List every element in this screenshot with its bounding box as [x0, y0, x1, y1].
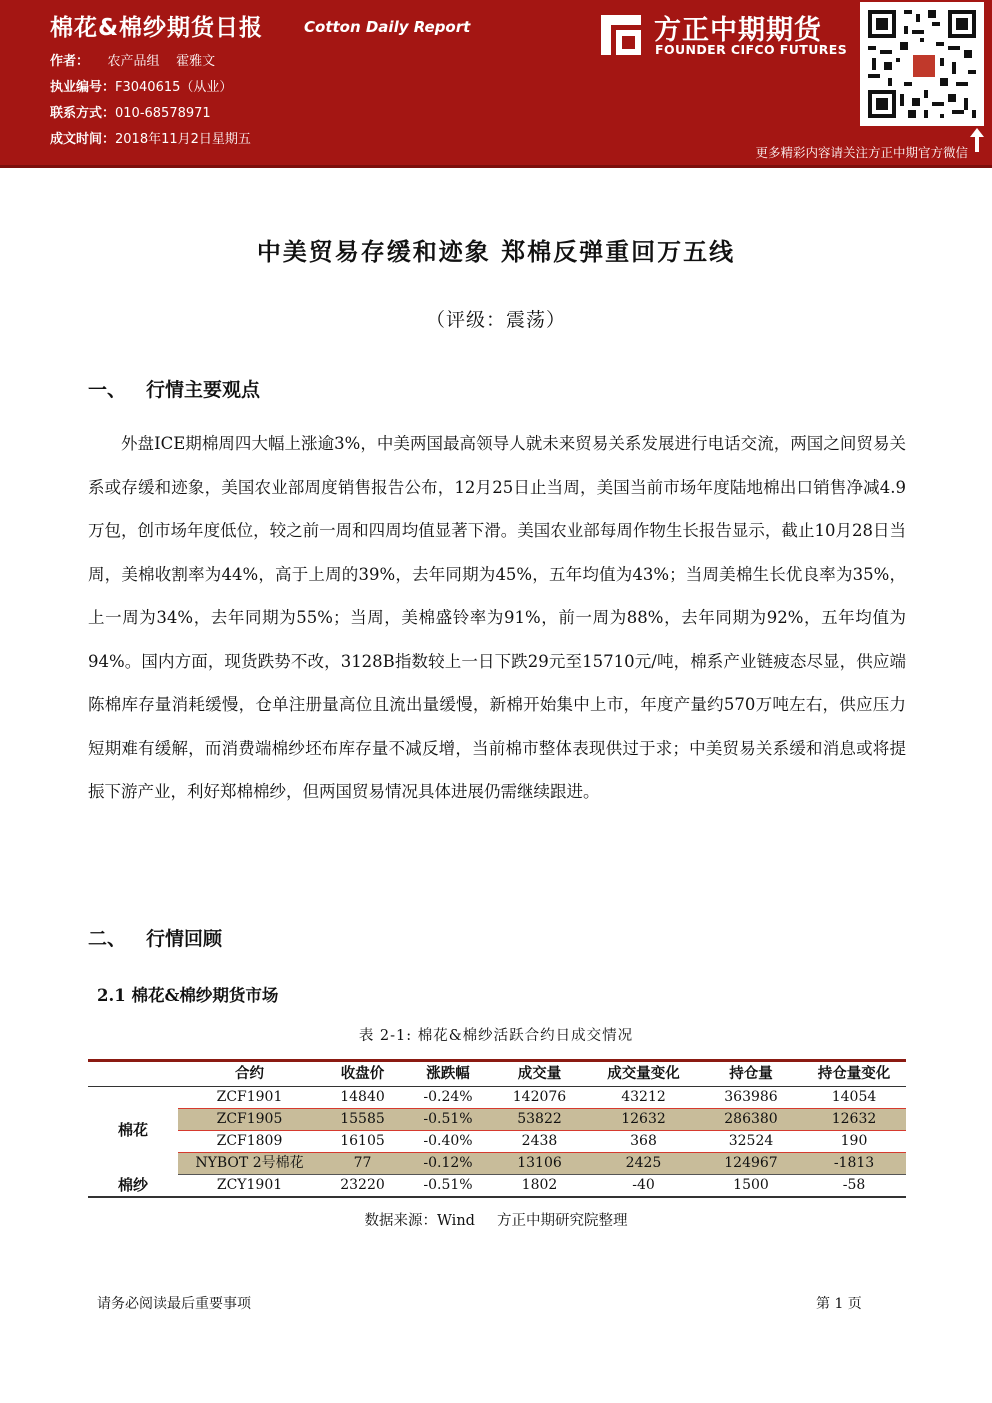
table-cell: ZCF1905	[178, 1109, 321, 1131]
table-cell: 363986	[700, 1087, 802, 1109]
data-source	[0, 1209, 992, 1230]
table-row	[88, 1175, 906, 1198]
logo-english-name: FOUNDER CIFCO FUTURES	[655, 42, 848, 57]
author-label: 作者：	[50, 54, 90, 69]
header-divider	[0, 165, 992, 168]
table-cell: ZCF1809	[178, 1131, 321, 1153]
table-row	[88, 1131, 906, 1153]
license-row	[50, 78, 232, 98]
header-cell: 持仓量	[700, 1061, 802, 1087]
futures-trading-table	[88, 1059, 906, 1198]
qr-center-logo-icon	[911, 53, 937, 79]
report-title: 棉花&棉纱期货日报	[50, 15, 264, 41]
section-heading-1	[88, 375, 260, 402]
rating: （评级：震荡）	[425, 309, 566, 331]
source-label: 数据来源：Wind	[364, 1213, 475, 1229]
table-cell: 14054	[802, 1087, 906, 1109]
company-logo	[598, 6, 853, 60]
table-row	[88, 1109, 906, 1131]
market-view-paragraph: 外盘ICE期棉周四大幅上涨逾3%，中美两国最高领导人就未来贸易关系发展进行电话交流，两国之间贸易关系或存缓和迹象，美国农业部周度销售报告公布，12月25日止当周，美国当前市场年度陆地棉出口销售净减4.9万包，创市场年度低位，较之前一周和四周均值显著下滑。美国农业部每周作物生长报告显示，截止10月28日当周，美棉收割率为44%，高于上周的39%，去年同期为45%，五年均值为43%；当周美棉生长优良率为35%，上一周为34%，去年同期为55%；当周，美棉盛铃率为91%，前一周为88%，去年同期为92%，五年均值为94%。国内方面，现货跌势不改，3128B指数较上一日下跌29元至15710元/吨，棉系产业链疲态尽显，供应端陈棉库存量消耗缓慢，仓单注册量高位且流出量缓慢，新棉开始集中上市，年度产量约570万吨左右，供应压力短期难有缓解，而消费端棉纱坯布库存量不减反增，当前棉市整体表现供过于求；中美贸易关系缓和消息或将提振下游产业，利好郑棉棉纱，但两国贸易情况具体进展仍需继续跟进。	[88, 434, 906, 801]
table-cell: 368	[587, 1131, 700, 1153]
table-cell: ZCY1901	[178, 1175, 321, 1198]
section-number: 一、	[88, 379, 127, 401]
table-cell: 124967	[700, 1153, 802, 1175]
header-cell: 合约	[178, 1061, 321, 1087]
document-title: 中美贸易存缓和迹象 郑棉反弹重回万五线	[256, 237, 736, 266]
table-row	[88, 1153, 906, 1175]
table-cell: -40	[587, 1175, 700, 1198]
table-cell: -0.40%	[404, 1131, 492, 1153]
table-cell: 1802	[492, 1175, 587, 1198]
wechat-qr-code[interactable]	[860, 2, 984, 126]
table-cell: 13106	[492, 1153, 587, 1175]
table-cell: 43212	[587, 1087, 700, 1109]
author-row	[50, 52, 215, 72]
page-number: 第 1 页	[816, 1296, 862, 1312]
license-value: F3040615（从业）	[115, 80, 233, 95]
header-cell: 收盘价	[321, 1061, 404, 1087]
logo-mark-icon	[598, 12, 644, 58]
table-cell: 23220	[321, 1175, 404, 1198]
contact-label: 联系方式：	[50, 106, 116, 121]
table-cell: NYBOT 2号棉花	[178, 1153, 321, 1175]
table-cell: 12632	[802, 1109, 906, 1131]
table-row	[88, 1087, 906, 1109]
contact-row	[50, 104, 211, 124]
table-cell: 190	[802, 1131, 906, 1153]
table-cell: -0.51%	[404, 1175, 492, 1198]
header-cell-group	[88, 1061, 178, 1087]
table-cell: 142076	[492, 1087, 587, 1109]
contact-value: 010-68578971	[115, 106, 211, 121]
header-cell: 成交量变化	[587, 1061, 700, 1087]
section-heading-2	[88, 924, 222, 951]
subsection-heading: 2.1 棉花&棉纱期货市场	[97, 986, 279, 1005]
table-cell: 16105	[321, 1131, 404, 1153]
date-label: 成文时间：	[50, 132, 116, 147]
section-number: 二、	[88, 928, 127, 950]
table-cell: 15585	[321, 1109, 404, 1131]
source-org: 方正中期研究院整理	[496, 1213, 628, 1229]
table-cell: 2425	[587, 1153, 700, 1175]
table-cell: -1813	[802, 1153, 906, 1175]
header-cell: 成交量	[492, 1061, 587, 1087]
section-title: 行情主要观点	[146, 379, 261, 401]
author-group: 农产品组	[107, 54, 160, 69]
table-cell: 53822	[492, 1109, 587, 1131]
table-cell: 286380	[700, 1109, 802, 1131]
table-cell: 77	[321, 1153, 404, 1175]
table-cell: 1500	[700, 1175, 802, 1198]
date-value: 2018年11月2日星期五	[115, 132, 251, 147]
table-cell: -0.51%	[404, 1109, 492, 1131]
report-subtitle: Cotton Daily Report	[304, 18, 471, 36]
table-cell: ZCF1901	[178, 1087, 321, 1109]
table-cell: -0.24%	[404, 1087, 492, 1109]
table-cell: 32524	[700, 1131, 802, 1153]
table-cell: 2438	[492, 1131, 587, 1153]
group-label-yarn: 棉纱	[88, 1175, 178, 1198]
table-cell: -0.12%	[404, 1153, 492, 1175]
footer-disclaimer-note: 请务必阅读最后重要事项	[97, 1296, 251, 1312]
follow-wechat-text: 更多精彩内容请关注方正中期官方微信	[755, 145, 968, 160]
up-arrow-icon	[969, 127, 985, 153]
header-cell: 持仓量变化	[802, 1061, 906, 1087]
table-cell: -58	[802, 1175, 906, 1198]
author-name: 霍雅文	[176, 54, 216, 69]
table-header-row	[88, 1061, 906, 1087]
table-cell: 14840	[321, 1087, 404, 1109]
license-label: 执业编号：	[50, 80, 116, 95]
date-row	[50, 130, 251, 150]
header-cell: 涨跌幅	[404, 1061, 492, 1087]
table-cell: 12632	[587, 1109, 700, 1131]
group-label-cotton: 棉花	[88, 1087, 178, 1175]
logo-chinese-name: 方正中期期货	[654, 15, 822, 46]
report-header	[0, 0, 992, 165]
table-caption: 表 2-1: 棉花&棉纱活跃合约日成交情况	[358, 1028, 634, 1044]
section-title: 行情回顾	[146, 928, 223, 950]
